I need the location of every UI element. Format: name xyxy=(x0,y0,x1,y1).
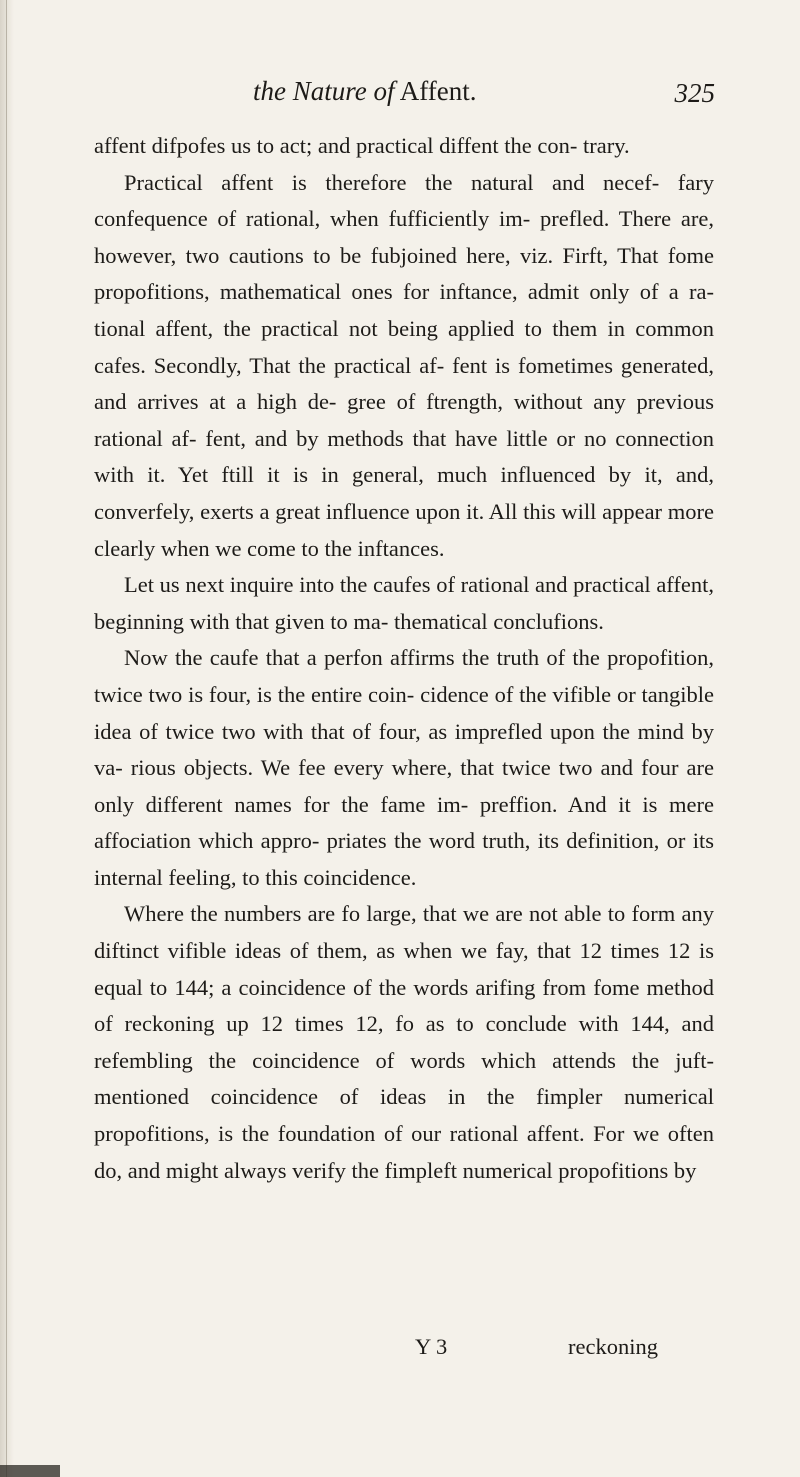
paragraph: Practical affent is therefore the natural and necef- fary confequence of rational, when fufficiently im- prefled. There are, however, two cautions to be fubjoined here, viz. Firft, That fome propofitions, mathematical ones for inftance, admit only of a ra- tional affent, the practical not being applied to them in common cafes. Secondly, That the practical af- fent is fometimes generated, and arrives at a high de- gree of ftrength, without any previous rational af- fent, and by methods that have little or no connection with it. Yet ftill it is in general, much influenced by it, and, converfely, exerts a great influence upon it. All this will appear more clearly when we come to the inftances. xyxy=(94,169,714,561)
signature-mark: Y 3 xyxy=(415,1334,448,1359)
page-footer xyxy=(94,1334,714,1370)
catchword: reckoning xyxy=(568,1334,658,1359)
running-head-italic: the Nature of xyxy=(253,76,395,106)
running-head-roman: Affent. xyxy=(399,76,477,106)
running-head xyxy=(253,76,477,107)
page-number: 325 xyxy=(674,78,715,108)
page-binding-edge xyxy=(0,0,14,1477)
page-binding-line xyxy=(6,0,7,1477)
paragraph: Let us next inquire into the caufes of rational and practical affent, beginning with that given to ma- thematical conclufions. xyxy=(94,572,714,634)
paragraph: Now the caufe that a perfon affirms the truth of the propofition, twice two is four, is the entire coin- cidence of the vifible or tangible idea of twice two with that of four, as imprefled upon the mind by va- rious objects. We fee every where, that twice two and four are only different names for the fame im- preffion. And it is mere affociation which appro- priates the word truth, its definition, or its internal feeling, to this coincidence. xyxy=(94,645,714,890)
paragraph: Where the numbers are fo large, that we are not able to form any diftinct vifible ideas of them, as when we fay, that 12 times 12 is equal to 144; a coincidence of the words arifing from fome method of reckoning up 12 times 12, fo as to conclude with 144, and refembling the coincidence of words which attends the juft-mentioned coincidence of ideas in the fimpler numerical propofitions, is the foundation of our rational affent. For we often do, and might always verify the fimpleft numerical propofitions by xyxy=(94,901,714,1183)
page-corner-shadow xyxy=(0,1465,60,1477)
paragraph: affent difpofes us to act; and practical diffent the con- trary. xyxy=(94,133,630,158)
body-text xyxy=(94,128,714,1189)
page-header xyxy=(150,76,750,112)
